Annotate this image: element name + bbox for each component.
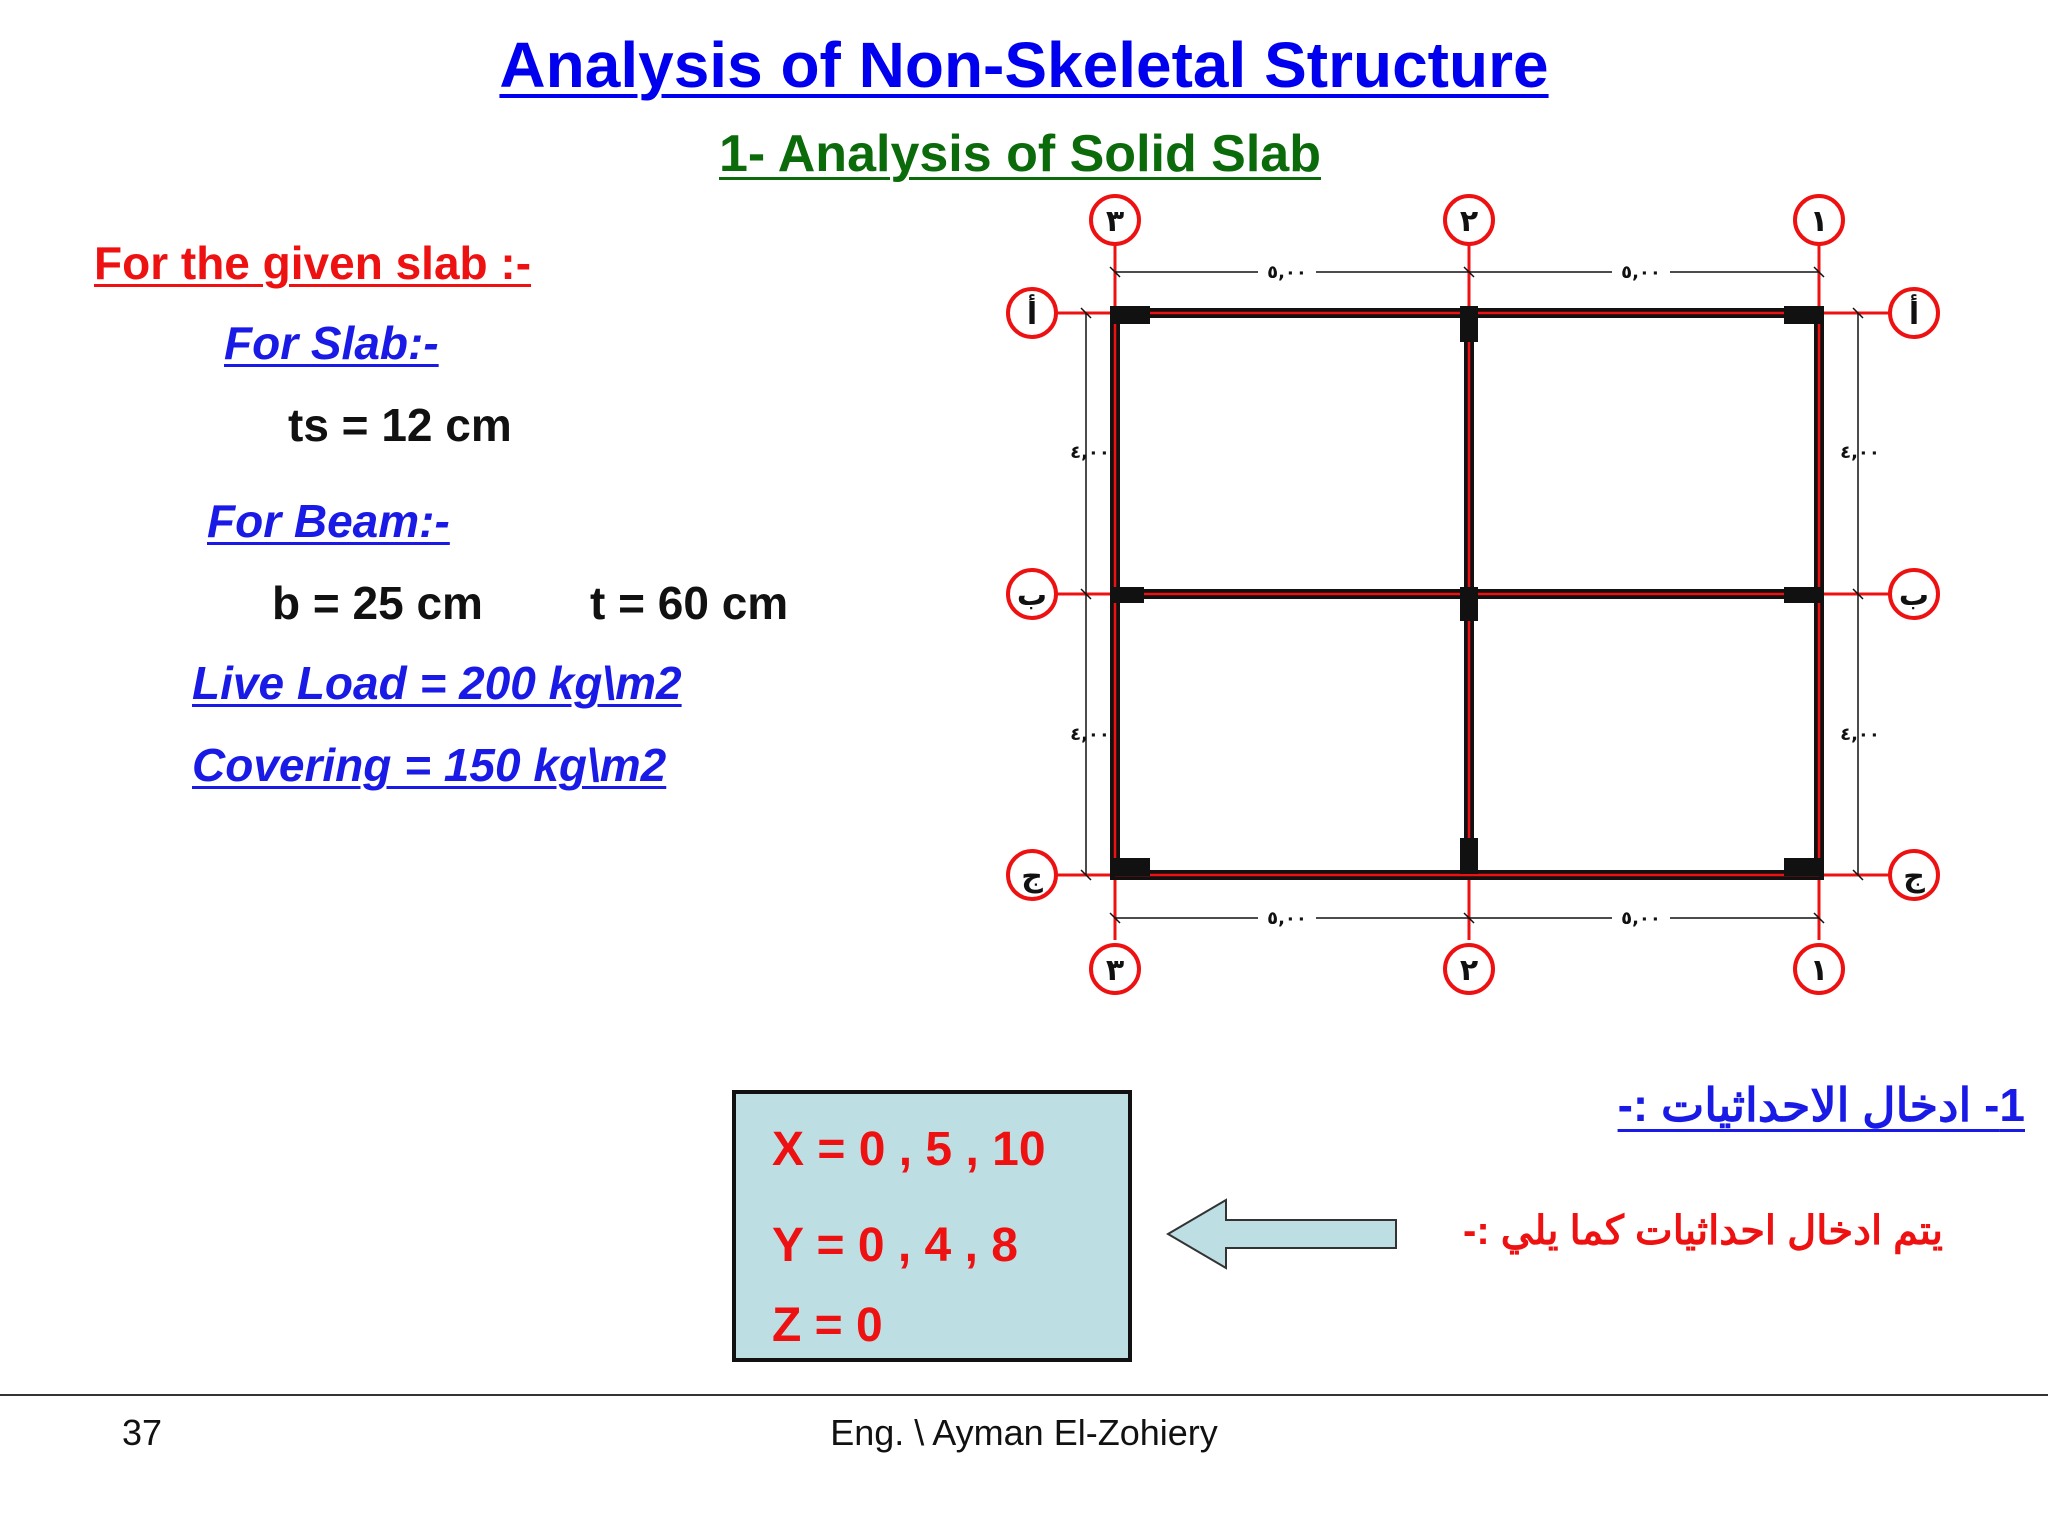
footer-divider (0, 1394, 2048, 1396)
slab-plan-drawing (990, 188, 1970, 1008)
live-load: Live Load = 200 kg\m2 (192, 657, 682, 709)
covering-load: Covering = 150 kg\m2 (192, 739, 667, 791)
beam-width: b = 25 cm (272, 577, 483, 629)
x-span-label: ٥,٠٠ (1621, 262, 1661, 283)
y-span-label: ٤,٠٠ (1070, 442, 1110, 463)
x-coordinates: X = 0 , 5 , 10 (772, 1123, 1046, 1176)
y-span-label: ٤,٠٠ (1070, 724, 1110, 745)
grid-row-label: أ (1026, 297, 1038, 332)
grid-col-label: ٢ (1459, 953, 1479, 988)
grid-col-label: ٢ (1459, 204, 1479, 239)
grid-col-label: ٣ (1105, 204, 1125, 239)
grid-row-label: ب (1898, 578, 1930, 613)
y-coordinates: Y = 0 , 4 , 8 (772, 1219, 1018, 1272)
grid-col-label: ١ (1809, 204, 1829, 239)
grid-col-label: ١ (1809, 953, 1829, 988)
x-span-label: ٥,٠٠ (1267, 908, 1307, 929)
given-heading: For the given slab :- (94, 237, 532, 289)
page-number: 37 (122, 1412, 163, 1453)
y-span-label: ٤,٠٠ (1840, 442, 1880, 463)
slab-thickness: ts = 12 cm (288, 399, 512, 451)
arabic-heading: 1- ادخال الاحداثيات :- (1617, 1079, 2025, 1131)
grid-row-label: ج (1903, 859, 1925, 894)
grid-row-label: ب (1016, 578, 1048, 613)
slide-subtitle: 1- Analysis of Solid Slab (719, 125, 1321, 183)
arabic-instruction: يتم ادخال احداثيات كما يلي :- (1463, 1209, 1943, 1253)
beam-heading: For Beam:- (207, 495, 450, 547)
x-span-label: ٥,٠٠ (1621, 908, 1661, 929)
x-span-label: ٥,٠٠ (1267, 262, 1307, 283)
y-span-label: ٤,٠٠ (1840, 724, 1880, 745)
footer-author: Eng. \ Ayman El-Zohiery (830, 1412, 1218, 1453)
left-arrow-icon (1164, 1196, 1400, 1272)
grid-row-label: ج (1021, 859, 1043, 894)
z-coordinates: Z = 0 (772, 1299, 883, 1352)
grid-row-label: أ (1908, 297, 1920, 332)
grid-col-label: ٣ (1105, 953, 1125, 988)
slide-title: Analysis of Non-Skeletal Structure (499, 29, 1549, 101)
coordinates-box (732, 1090, 1132, 1362)
slab-heading: For Slab:- (224, 317, 439, 369)
beam-depth: t = 60 cm (590, 577, 789, 629)
